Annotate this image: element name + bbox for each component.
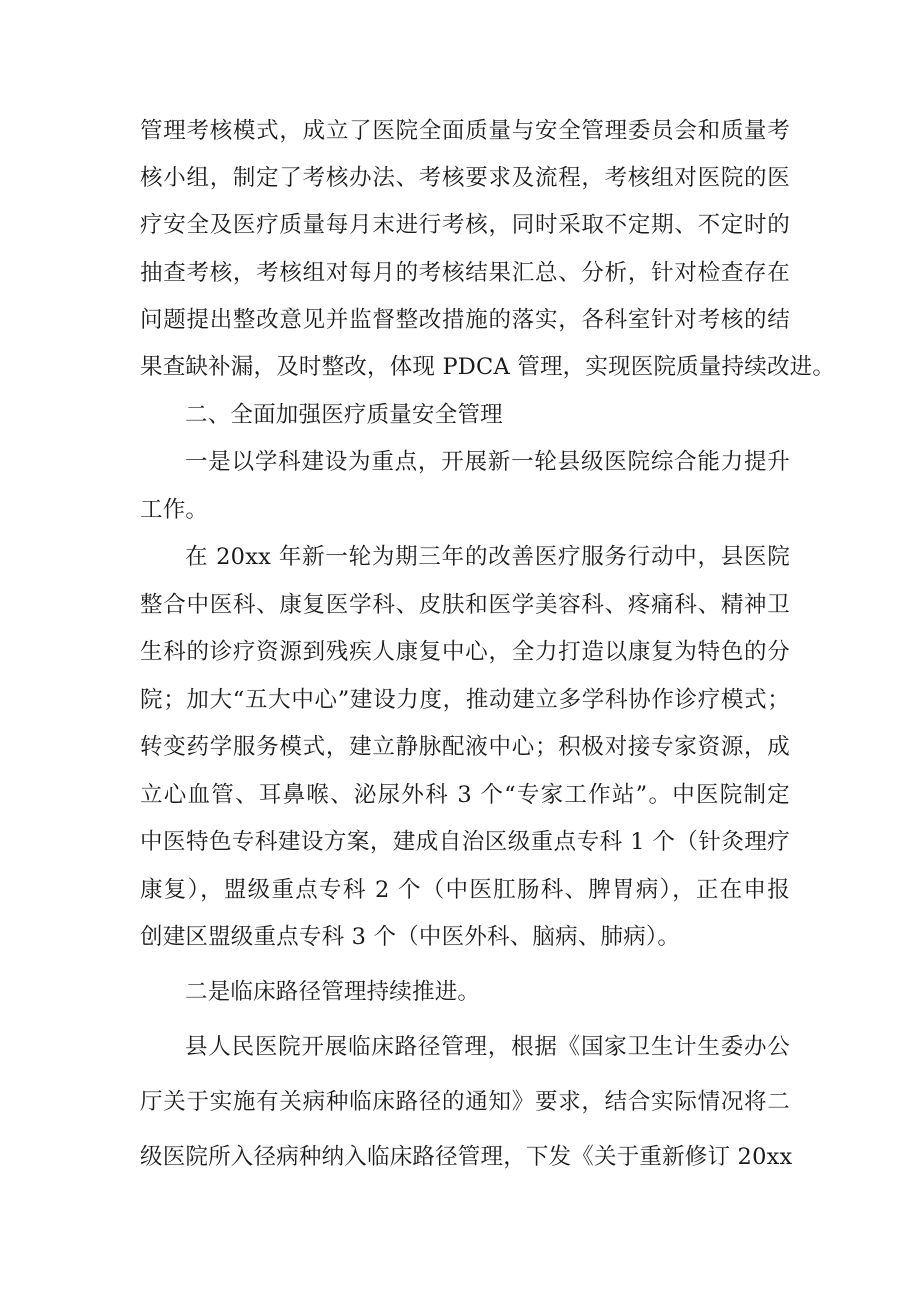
paragraph-line: 问题提出整改意见并监督整改措施的落实，各科室针对考核的结	[140, 307, 790, 333]
paragraph-line: 整合中医科、康复医学科、皮肤和医学美容科、疼痛科、精神卫	[140, 592, 790, 618]
section-heading: 二是临床路径管理持续推进。	[185, 979, 481, 1005]
paragraph-line: 转变药学服务模式，建立静脉配液中心；积极对接专家资源，成	[140, 734, 790, 760]
paragraph-line: 一是以学科建设为重点，开展新一轮县级医院综合能力提升	[185, 449, 790, 475]
paragraph-line: 工作。	[140, 497, 209, 523]
paragraph-line: 立心血管、耳鼻喉、泌尿外科 3 个“专家工作站”。中医院制定	[140, 782, 790, 808]
paragraph-line: 中医特色专科建设方案，建成自治区级重点专科 1 个（针灸理疗	[140, 829, 790, 855]
paragraph-line: 管理考核模式，成立了医院全面质量与安全管理委员会和质量考	[140, 118, 790, 144]
paragraph-line: 生科的诊疗资源到残疾人康复中心，全力打造以康复为特色的分	[140, 639, 790, 665]
paragraph-line: 县人民医院开展临床路径管理，根据《国家卫生计生委办公	[185, 1034, 790, 1060]
paragraph-line: 康复），盟级重点专科 2 个（中医肛肠科、脾胃病），正在申报	[140, 877, 790, 903]
paragraph-line: 果查缺补漏，及时整改，体现 PDCA 管理，实现医院质量持续改进。	[140, 354, 836, 380]
paragraph-line: 级医院所入径病种纳入临床路径管理，下发《关于重新修订 20xx	[140, 1144, 793, 1170]
paragraph-line: 疗安全及医疗质量每月末进行考核，同时采取不定期、不定时的	[140, 212, 790, 238]
section-heading: 二、全面加强医疗质量安全管理	[185, 402, 503, 428]
paragraph-line: 院；加大“五大中心”建设力度，推动建立多学科协作诊疗模式；	[140, 687, 790, 713]
paragraph-line: 在 20xx 年新一轮为期三年的改善医疗服务行动中，县医院	[185, 544, 790, 570]
paragraph-line: 抽查考核，考核组对每月的考核结果汇总、分析，针对检查存在	[140, 260, 790, 286]
paragraph-line: 核小组，制定了考核办法、考核要求及流程，考核组对医院的医	[140, 165, 790, 191]
paragraph-line: 创建区盟级重点专科 3 个（中医外科、脑病、肺病）。	[140, 924, 681, 950]
paragraph-line: 厅关于实施有关病种临床路径的通知》要求，结合实际情况将二	[140, 1089, 790, 1115]
